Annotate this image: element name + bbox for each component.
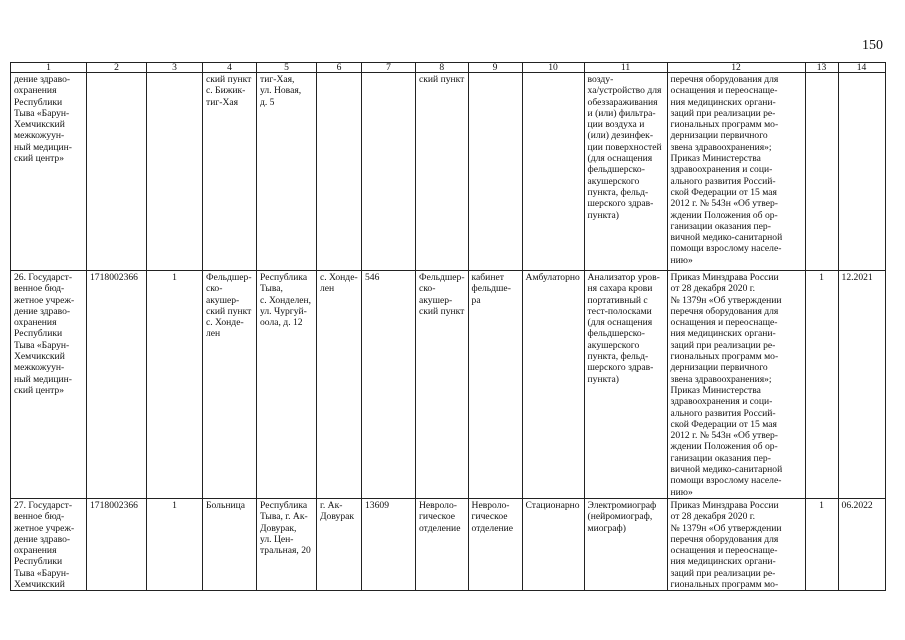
table-cell: ский пункт <box>416 73 469 271</box>
table-cell: Республика Тыва, с. Хонделен, ул. Чургуй- оола, д. 12 <box>257 271 317 499</box>
table-cell: Фельдшер- ско- акушер- ский пункт с. Хонде- лен <box>203 271 257 499</box>
table-row <box>11 498 886 590</box>
table-cell: кабинет фельдшe- ра <box>468 271 522 499</box>
column-number: 12 <box>667 63 805 73</box>
table-cell <box>838 73 885 271</box>
table-cell: 1 <box>805 498 838 590</box>
column-number: 10 <box>522 63 584 73</box>
table-cell <box>317 73 362 271</box>
column-number: 7 <box>362 63 416 73</box>
equipment-table <box>10 62 886 591</box>
table-cell: Фельдшер- ско- акушер- ский пункт <box>416 271 469 499</box>
table-cell: 27. Государст- венное бюд- жетное учреж- дение здраво- охранения Республики Тыва «Барун- Хемчикский <box>11 498 87 590</box>
column-number: 3 <box>147 63 203 73</box>
table-cell: 1 <box>147 498 203 590</box>
column-number: 5 <box>257 63 317 73</box>
column-number: 6 <box>317 63 362 73</box>
table-cell: 1718002366 <box>87 271 147 499</box>
table-row <box>11 73 886 271</box>
table-cell: 06.2022 <box>838 498 885 590</box>
column-number: 8 <box>416 63 469 73</box>
table-cell: Невроло- гическое отделение <box>416 498 469 590</box>
page-number: 150 <box>862 38 883 53</box>
table-cell: Приказ Минздрава России от 28 декабря 2020 г. № 1379н «Об утверждении перечня оборудования для оснащения и переоснаще- ния медицинских органи- заций при реализации ре- гиональных программ мо- <box>667 498 805 590</box>
table-cell: 13609 <box>362 498 416 590</box>
column-number: 2 <box>87 63 147 73</box>
table-cell: возду- ха/устройство для обеззараживания и (или) фильтра- ции воздуха и (или) дезинфек- ции поверхностей (для оснащения фельдшерско- акушерского пункта, фельд- шерского здрав- пункта) <box>584 73 667 271</box>
table-cell: 1 <box>147 271 203 499</box>
table-cell: Анализатор уров- ня сахара крови портативный с тест-полосками (для оснащения фельдшерско- акушерского пункта, фельд- шерского здрав- пункта) <box>584 271 667 499</box>
table-cell <box>805 73 838 271</box>
table-cell: с. Хонде- лен <box>317 271 362 499</box>
column-number-row <box>11 63 886 73</box>
table-cell: Больница <box>203 498 257 590</box>
column-number: 4 <box>203 63 257 73</box>
table-cell: Стационарно <box>522 498 584 590</box>
table-cell: дение здраво- охранения Республики Тыва «Барун- Хемчикский межкожуун- ный медицин- ский центр» <box>11 73 87 271</box>
column-number: 1 <box>11 63 87 73</box>
table-cell: 546 <box>362 271 416 499</box>
table-cell <box>522 73 584 271</box>
column-number: 11 <box>584 63 667 73</box>
table-cell: Приказ Минздрава России от 28 декабря 2020 г. № 1379н «Об утверждении перечня оборудования для оснащения и переоснаще- ния медицинских органи- заций при реализации ре- гиональных программ мо- дернизации первичного звена здравоохранения»; Приказ Министерства здравоохранения и соци- ального развития Россий- ской Федерации от 15 мая 2012 г. № 543н «Об утвер- ждении Положения об ор- ганизации оказания пер- вичной медико-санитарной помощи взрослому населе- нию» <box>667 271 805 499</box>
column-number: 13 <box>805 63 838 73</box>
table-cell: 26. Государст- венное бюд- жетное учреж- дение здраво- охранения Республики Тыва «Барун- Хемчикский межкожуун- ный медицин- ский центр» <box>11 271 87 499</box>
table-cell: тиг-Хая, ул. Новая, д. 5 <box>257 73 317 271</box>
table-cell <box>87 73 147 271</box>
table-cell: Электромиограф (нейромиограф, миограф) <box>584 498 667 590</box>
table-cell <box>147 73 203 271</box>
table-cell: 1 <box>805 271 838 499</box>
table-cell: Амбулаторно <box>522 271 584 499</box>
table-cell: ский пункт с. Бижик- тиг-Хая <box>203 73 257 271</box>
table-cell: перечня оборудования для оснащения и переоснаще- ния медицинских органи- заций при реализации ре- гиональных программ мо- дернизации первичного звена здравоохранения»; Приказ Министерства здравоохранения и соци- ального развития Россий- ской Федерации от 15 мая 2012 г. № 543н «Об утвер- ждении Положения об ор- ганизации оказания пер- вичной медико-санитарной помощи взрослому населе- нию» <box>667 73 805 271</box>
table-row <box>11 271 886 499</box>
table-cell <box>468 73 522 271</box>
table-cell: Республика Тыва, г. Ак- Довурак, ул. Цен- тральная, 20 <box>257 498 317 590</box>
table-cell: 12.2021 <box>838 271 885 499</box>
column-number: 14 <box>838 63 885 73</box>
table-cell <box>362 73 416 271</box>
column-number: 9 <box>468 63 522 73</box>
table-cell: Невроло- гическое отделение <box>468 498 522 590</box>
table-cell: г. Ак- Довурак <box>317 498 362 590</box>
table-cell: 1718002366 <box>87 498 147 590</box>
